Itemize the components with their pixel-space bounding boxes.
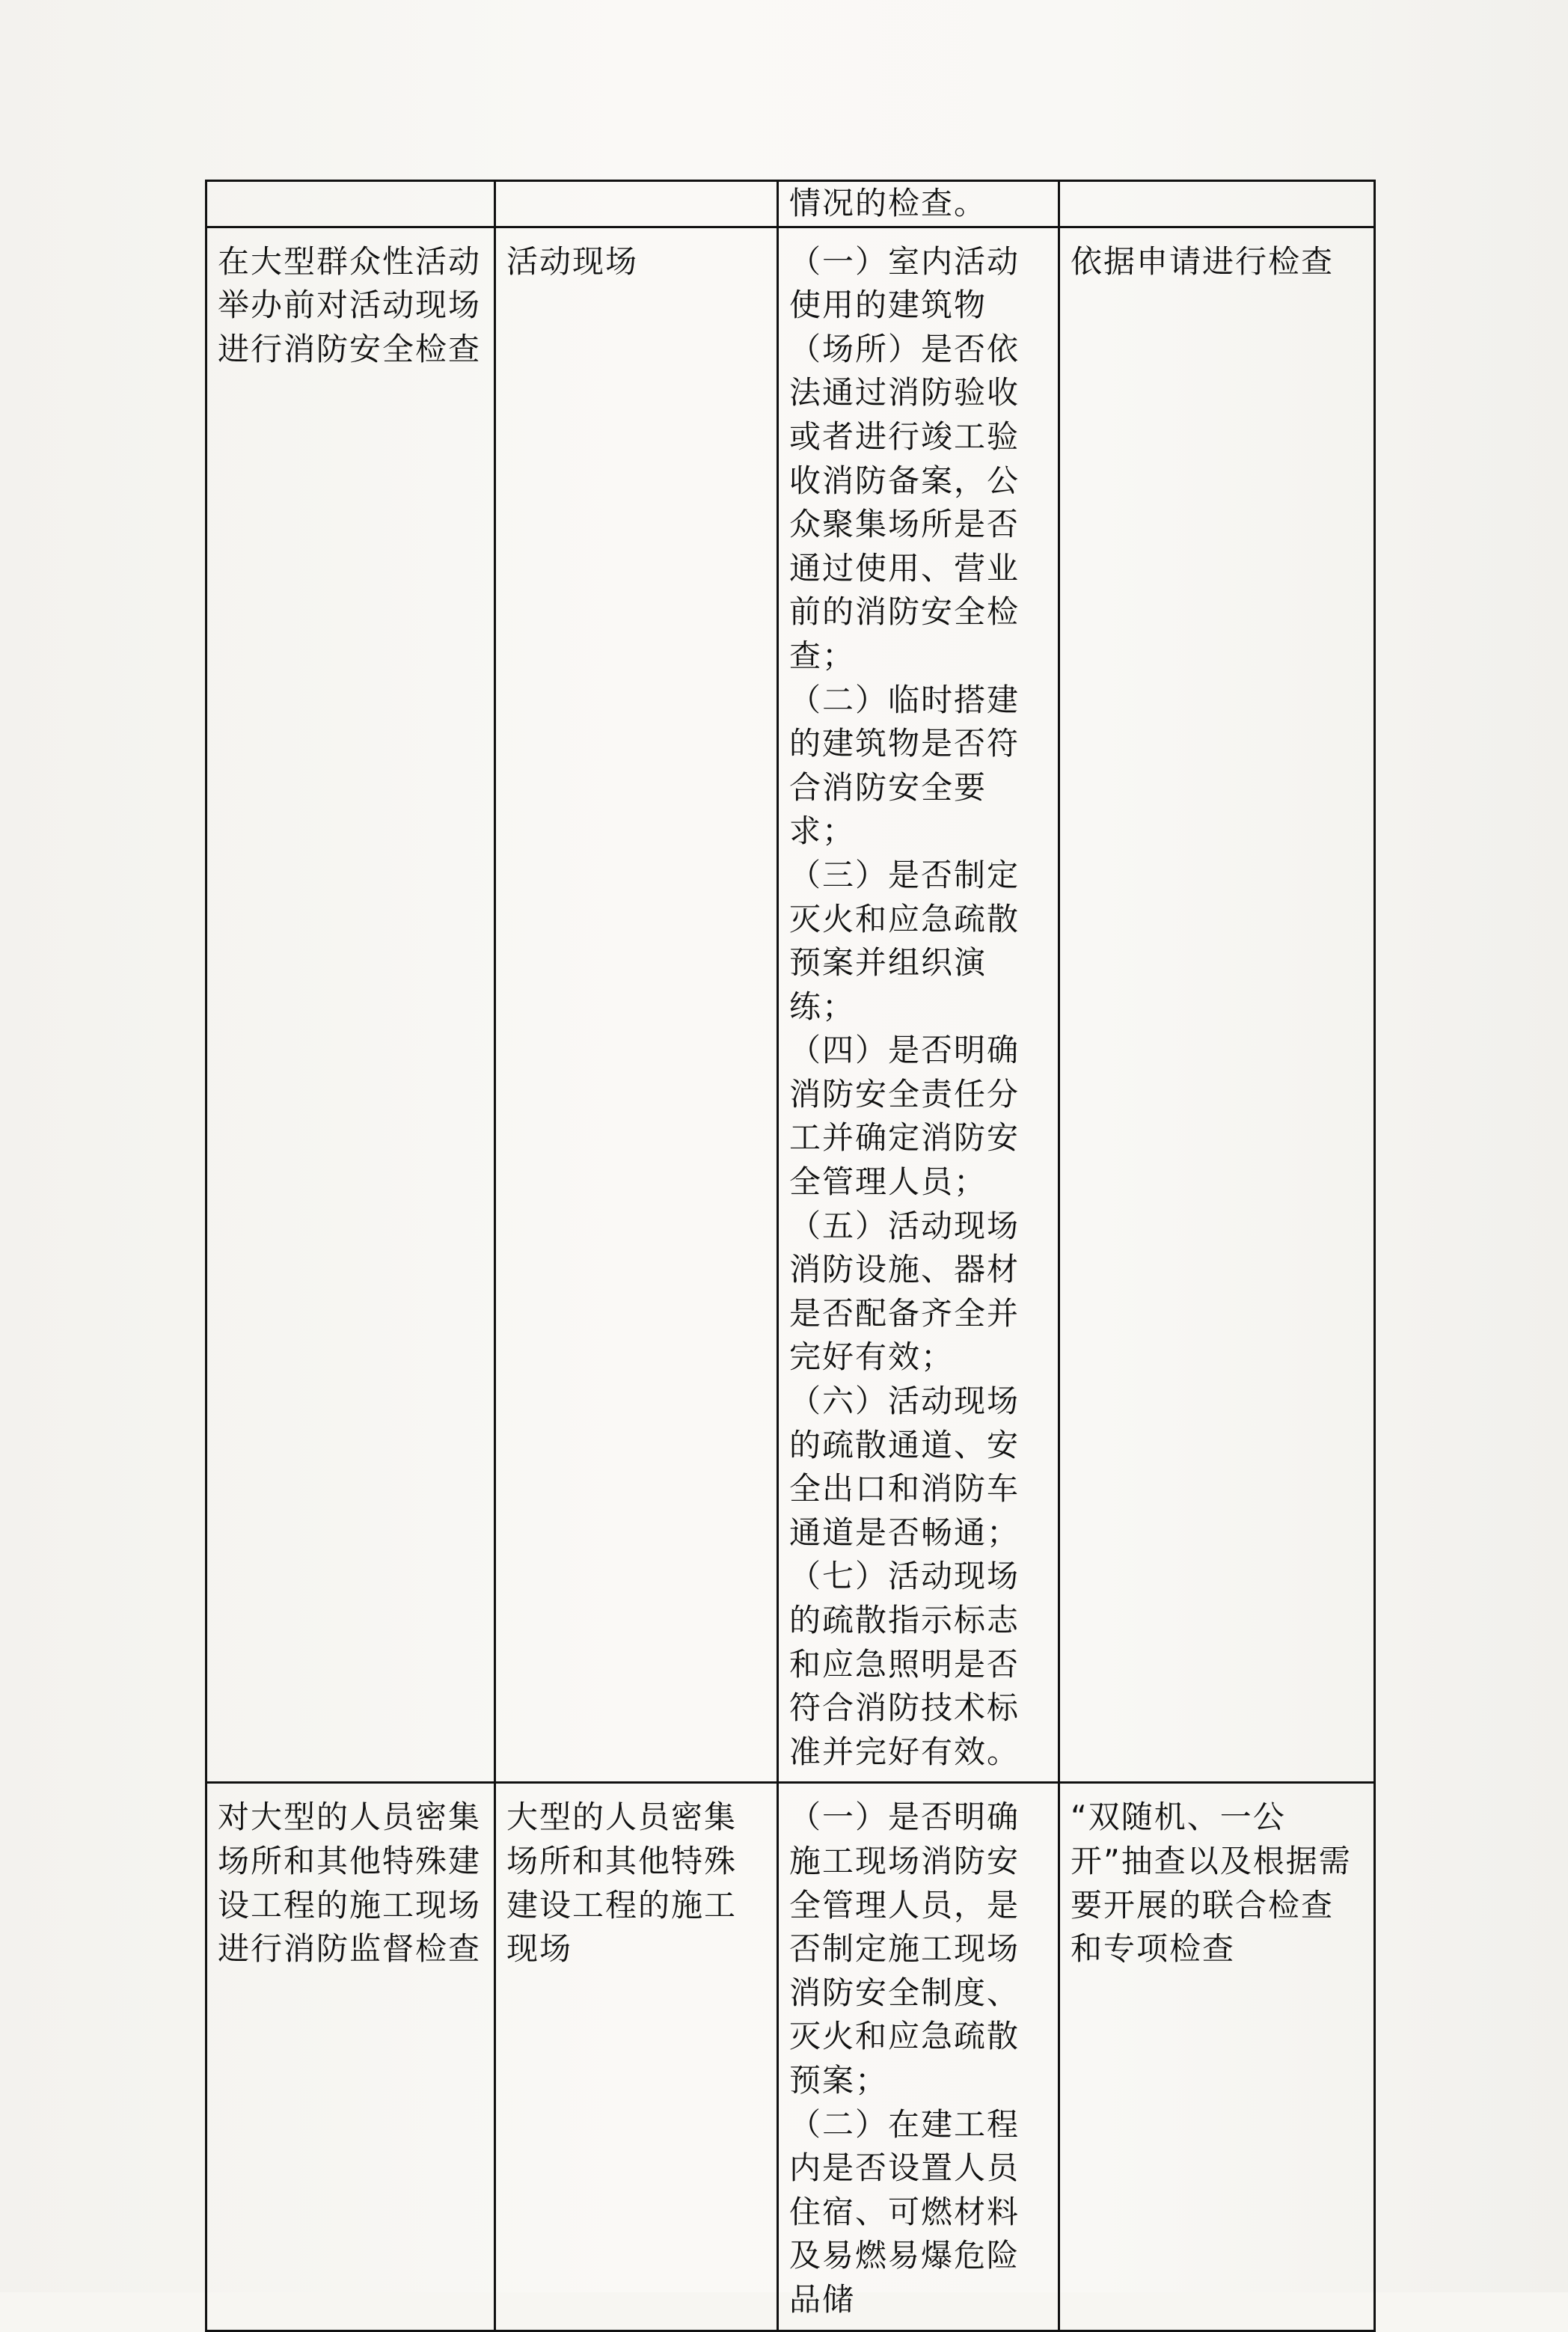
table-row [206, 181, 1375, 227]
content-item: （五）活动现场消防设施、器材是否配备齐全并完好有效； [789, 1207, 1020, 1376]
inspection-method-cell [1059, 181, 1375, 227]
inspection-content-cell [778, 227, 1059, 1783]
content-item: （一）室内活动使用的建筑物（场所）是否依法通过消防验收或者进行竣工验收消防备案，公众聚集场所是否通过使用、营业前的消防安全检查； [789, 242, 1020, 674]
content-item: （二）在建工程内是否设置人员住宿、可燃材料及易燃易爆危险品储 [789, 2105, 1020, 2318]
content-item: 情况的检查。 [789, 185, 987, 221]
content-item: （一）是否明确施工现场消防安全管理人员，是否制定施工现场消防安全制度、灭火和应急疏散预案； [789, 1799, 1020, 2099]
inspection-content-cell [778, 181, 1059, 227]
content-item: （二）临时搭建的建筑物是否符合消防安全要求； [789, 681, 1020, 850]
table-row [206, 227, 1375, 1783]
inspection-location-cell: 活动现场 [495, 227, 778, 1783]
inspection-method-cell: “双随机、一公开”抽查以及根据需要开展的联合检查和专项检查 [1059, 1783, 1375, 2331]
content-item: （六）活动现场的疏散通道、安全出口和消防车通道是否畅通； [789, 1383, 1020, 1551]
content-item: （三）是否制定灭火和应急疏散预案并组织演练； [789, 856, 1020, 1025]
table-row [206, 1783, 1375, 2331]
content-item: （四）是否明确消防安全责任分工并确定消防安全管理人员； [789, 1032, 1020, 1201]
inspection-subject-cell: 对大型的人员密集场所和其他特殊建设工程的施工现场进行消防监督检查 [206, 1783, 495, 2331]
inspection-location-cell: 大型的人员密集场所和其他特殊建设工程的施工现场 [495, 1783, 778, 2331]
inspection-items-table [205, 180, 1376, 2332]
inspection-method-cell: 依据申请进行检查 [1059, 227, 1375, 1783]
inspection-subject-cell [206, 181, 495, 227]
inspection-subject-cell: 在大型群众性活动举办前对活动现场进行消防安全检查 [206, 227, 495, 1783]
inspection-location-cell [495, 181, 778, 227]
content-item: （七）活动现场的疏散指示标志和应急照明是否符合消防技术标准并完好有效。 [789, 1558, 1020, 1770]
inspection-content-cell [778, 1783, 1059, 2331]
